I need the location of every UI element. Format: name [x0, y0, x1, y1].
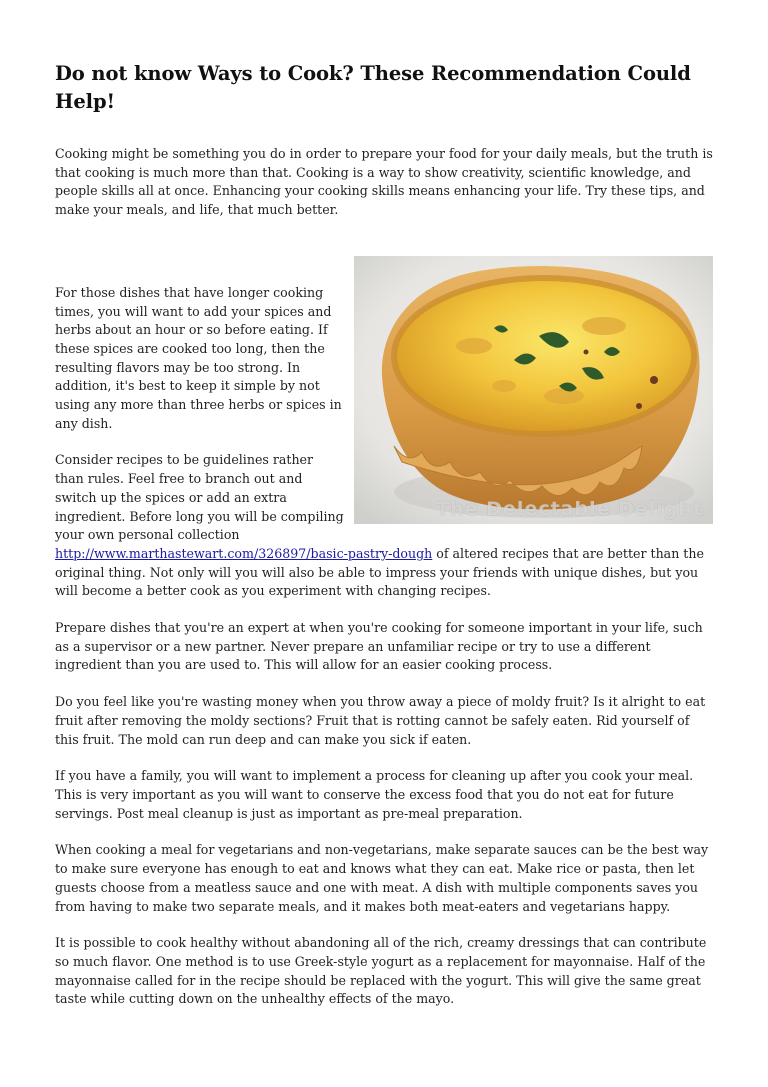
pastry-dough-link[interactable]: http://www.marthastewart.com/326897/basic-pastry-dough [55, 545, 433, 561]
family-paragraph: If you have a family, you will want to implement a process for cleaning up after you cook your meal. This is very important as you will want to conserve the excess food that you do not eat for future servings. Post meal cleanup is just as important as pre-meal preparation. [55, 768, 694, 821]
quiche-illustration [354, 256, 713, 524]
yogurt-paragraph: It is possible to cook healthy without abandoning all of the rich, creamy dressings that can contribute so much flavor. One method is to use Greek-style yogurt as a replacement for mayonnaise. Half of the mayonnaise called for in the recipe should be replaced with the yogurt. This will give the same great taste while cutting down on the unhealthy effects of the mayo. [55, 935, 707, 1007]
article-title: Do not know Ways to Cook? These Recommendation Could Help! [55, 62, 691, 113]
spices-paragraph: For those dishes that have longer cooking times, you will want to add your spices and herbs about an hour or so before eating. If these spices are cooked too long, then the resulting flavors may be too strong. In addition, it's best to keep it simple by not using any more than three herbs or spices in any dish. [55, 284, 342, 431]
recipes-text-end: of altered recipes that are better than the original thing. Not only will you will also be able to impress your friends with unique dishes, but you will become a better cook as you experiment with changing recipes. [55, 545, 704, 599]
expert-paragraph: Prepare dishes that you're an expert at when you're cooking for someone important in your life, such as a supervisor or a new partner. Never prepare an unfamiliar recipe or try to use a different ingredient than you are used to. This will allow for an easier cooking process. [55, 620, 703, 673]
vegetarian-paragraph: When cooking a meal for vegetarians and non-vegetarians, make separate sauces can be the best way to make sure everyone has enough to eat and knows what they can eat. Make rice or pasta, then let guests choose from a meatless sauce and one with meat. A dish with multiple components saves you from having to make two separate meals, and it makes both meat-eaters and vegetarians happy. [55, 842, 709, 914]
intro-paragraph: Cooking might be something you do in order to prepare your food for your daily meals, but the truth is that cooking is much more than that. Cooking is a way to show creativity, scientific knowledge, and people skills all at once. Enhancing your cooking skills means enhancing your life. Try these tips, and make your meals, and life, that much better. [55, 146, 713, 218]
article [55, 60, 713, 1009]
photo-watermark: The Delectable Delight [436, 497, 703, 520]
fruit-paragraph: Do you feel like you're wasting money when you throw away a piece of moldy fruit? Is it alright to eat fruit after removing the moldy sections? Fruit that is rotting cannot be safely eaten. Rid yourself of this fruit. The mold can run deep and can make you sick if eaten. [55, 694, 706, 747]
quiche-photo [354, 256, 713, 524]
recipes-text-start: Consider recipes to be guidelines rather than rules. Feel free to branch out and switch up the spices or add an extra ingredient. Before long you will be compiling your own personal collection [55, 452, 344, 543]
